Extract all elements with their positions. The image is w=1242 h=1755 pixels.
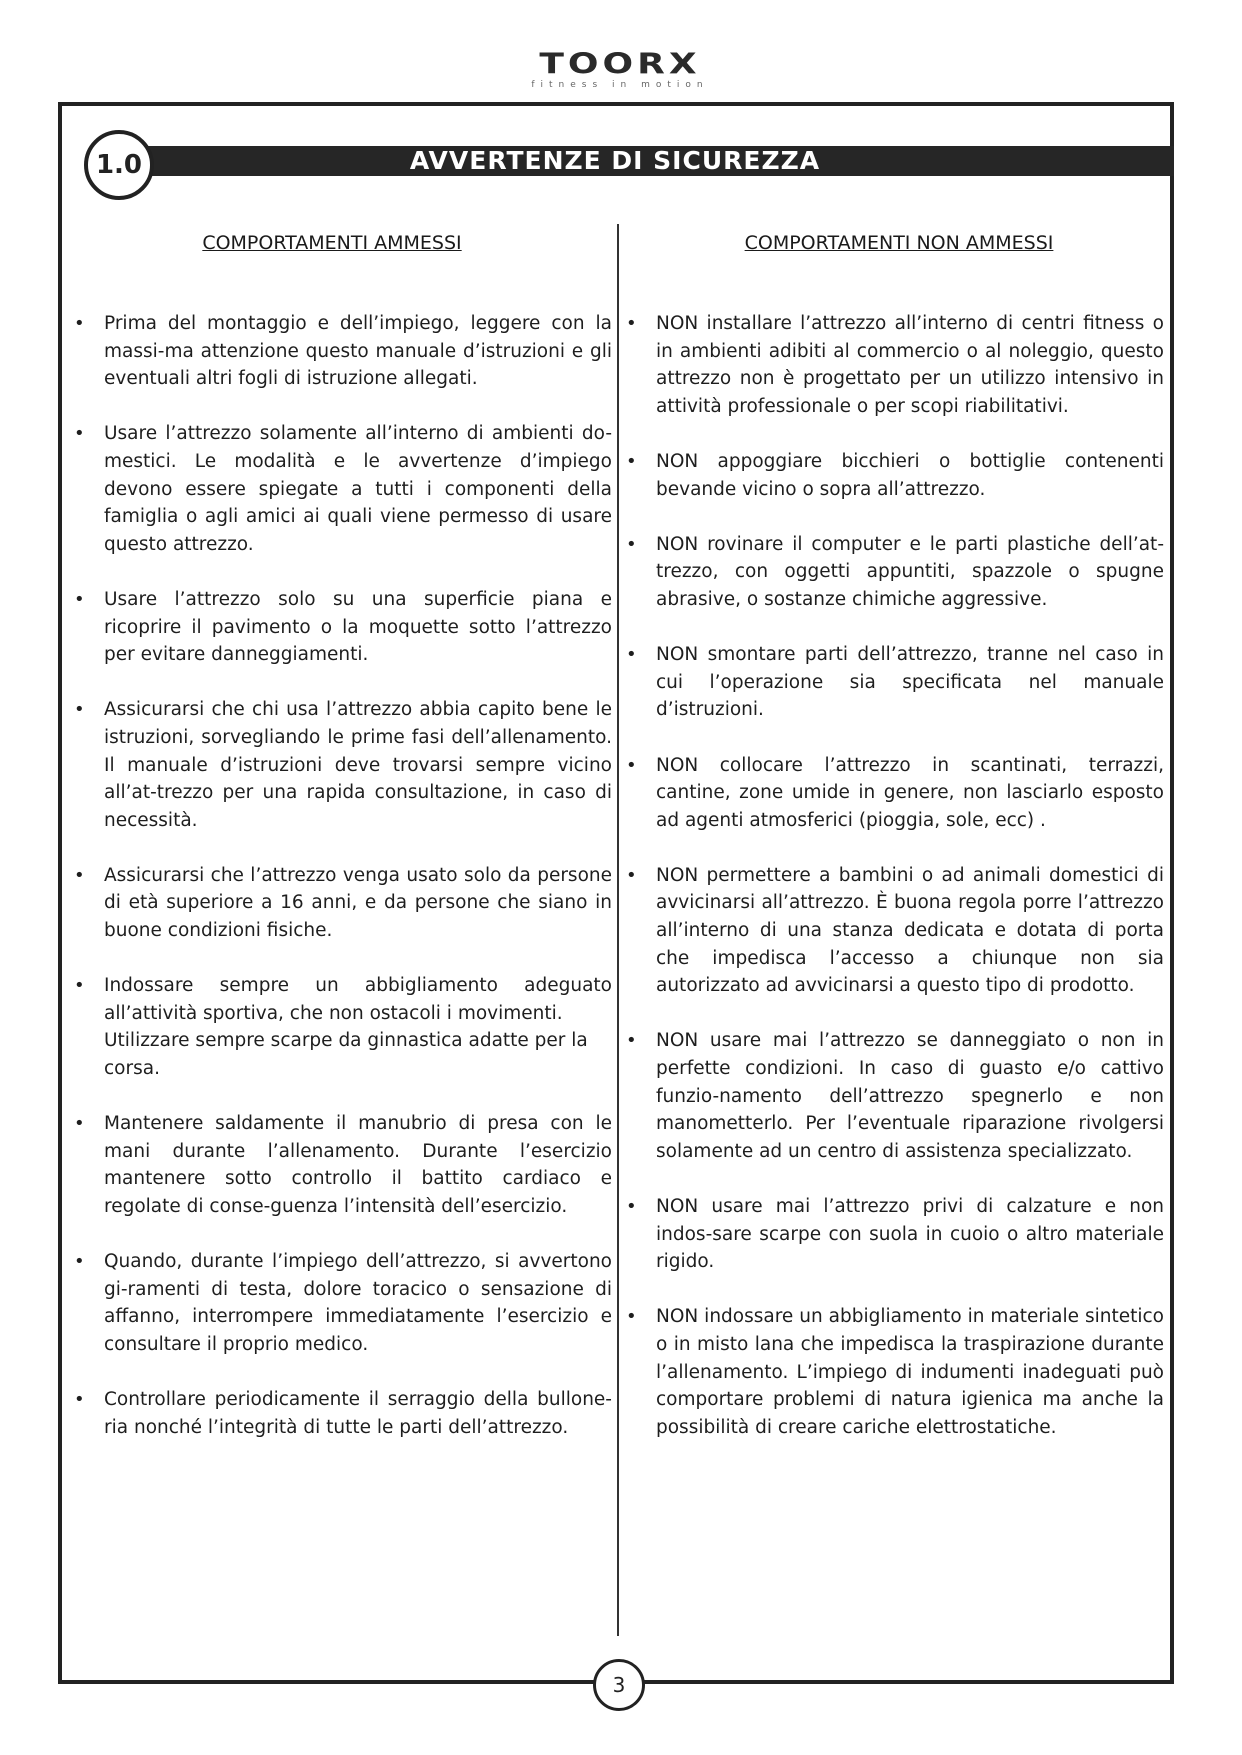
bullet-icon: • bbox=[626, 533, 637, 555]
bullet-icon: • bbox=[626, 313, 637, 334]
list-item: • Usare l’attrezzo solo su una superficie piana e ricoprire il pavimento o la moquette sotto l’attrezzo per evitare danneggiamenti. bbox=[72, 586, 612, 669]
list-item: • Indossare sempre un abbigliamento adeguato all’attività sportiva, che non ostacoli i movimenti. Utilizzare sempre scarpe da ginnastica adatte per la corsa. bbox=[72, 972, 612, 1082]
column-divider bbox=[617, 224, 619, 1636]
bullet-icon: • bbox=[626, 1306, 637, 1328]
list-item: • NON usare mai l’attrezzo privi di calzature e non indos-sare scarpe con suola in cuoio o altro materiale rigido. bbox=[624, 1193, 1164, 1276]
bullet-icon: • bbox=[74, 975, 85, 997]
bullet-icon: • bbox=[626, 644, 637, 666]
forbidden-heading: COMPORTAMENTI NON AMMESSI bbox=[744, 232, 1054, 254]
bullet-icon: • bbox=[626, 1030, 637, 1052]
list-item: • Assicurarsi che chi usa l’attrezzo abbia capito bene le istruzioni, sorvegliando le prime fasi dell’allenamento. Il manuale d’istruzioni deve trovarsi sempre vicino all’at-trezzo per una rapida consultazione, in caso di necessità. bbox=[72, 696, 612, 834]
brand-logo bbox=[520, 50, 720, 90]
bullet-icon: • bbox=[626, 864, 637, 886]
list-item: • NON permettere a bambini o ad animali domestici di avvicinarsi all’attrezzo. È buona regola porre l’attrezzo all’interno di una stanza dedicata e dotata di porta che impedisca l’accesso a chiunque non sia autorizzato ad avvicinarsi a questo tipo di prodotto. bbox=[624, 862, 1164, 1000]
bullet-icon: • bbox=[74, 699, 85, 721]
allowed-heading: COMPORTAMENTI AMMESSI bbox=[202, 232, 462, 254]
list-item: • Usare l’attrezzo solamente all’interno di ambienti do-mestici. Le modalità e le avvertenze d’impiego devono essere spiegate a tutti i componenti della famiglia o agli amici ai quali viene permesso di usare questo attrezzo. bbox=[72, 420, 612, 558]
list-item: • NON indossare un abbigliamento in materiale sintetico o in misto lana che impedisca la traspirazione durante l’allenamento. L’impiego di indumenti inadeguati può comportare problemi di natura igienica ma anche la possibilità di creare cariche elettrostatiche. bbox=[624, 1303, 1164, 1441]
allowed-behaviours-column bbox=[72, 228, 612, 1469]
list-item: • Mantenere saldamente il manubrio di presa con le mani durante l’allenamento. Durante l’esercizio mantenere sotto controllo il battito cardiaco e regolate di conse-guenza l’intensità dell’esercizio. bbox=[72, 1110, 612, 1220]
section-title: AVVERTENZE DI SICUREZZA bbox=[409, 146, 821, 175]
list-item: • NON installare l’attrezzo all’interno di centri fitness o in ambienti adibiti al commercio o al noleggio, questo attrezzo non è progettato per un utilizzo intensivo in attività professionale o per scopi riabilitativi. bbox=[624, 310, 1164, 420]
forbidden-behaviours-column bbox=[624, 228, 1164, 1469]
list-item: • NON collocare l’attrezzo in scantinati, terrazzi, cantine, zone umide in genere, non lasciarlo esposto ad agenti atmosferici (pioggia, sole, ecc) . bbox=[624, 752, 1164, 835]
list-item-second-line: Utilizzare sempre scarpe da ginnastica adatte per la corsa. bbox=[104, 1030, 588, 1080]
list-item: • Assicurarsi che l’attrezzo venga usato solo da persone di età superiore a 16 anni, e da persone che siano in buone condizioni fisiche. bbox=[72, 862, 612, 945]
forbidden-list bbox=[624, 310, 1164, 1441]
bullet-icon: • bbox=[74, 1389, 85, 1411]
list-item: • NON appoggiare bicchieri o bottiglie contenenti bevande vicino o sopra all’attrezzo. bbox=[624, 448, 1164, 503]
page-number: 3 bbox=[593, 1659, 645, 1711]
list-item: • Prima del montaggio e dell’impiego, leggere con la massi-ma attenzione questo manuale d’istruzioni e gli eventuali altri fogli di istruzione allegati. bbox=[72, 310, 612, 393]
list-item: • NON smontare parti dell’attrezzo, tranne nel caso in cui l’operazione sia specificata nel manuale d’istruzioni. bbox=[624, 641, 1164, 724]
list-item: • NON usare mai l’attrezzo se danneggiato o non in perfette condizioni. In caso di guasto e/o cattivo funzio-namento dell’attrezzo spegnerlo e non manometterlo. Per l’eventuale riparazione rivolgersi solamente ad un centro di assistenza specializzato. bbox=[624, 1027, 1164, 1165]
logo-tagline: fitness in motion bbox=[531, 80, 709, 90]
logo-wordmark: TOORX bbox=[539, 48, 701, 81]
bullet-icon: • bbox=[74, 588, 85, 610]
section-title-bar bbox=[116, 146, 1174, 176]
bullet-icon: • bbox=[626, 1196, 637, 1217]
bullet-icon: • bbox=[74, 1251, 85, 1273]
list-item: • Controllare periodicamente il serraggio della bullone-ria nonché l’integrità di tutte le parti dell’attrezzo. bbox=[72, 1386, 612, 1441]
bullet-icon: • bbox=[74, 423, 85, 445]
section-number-badge: 1.0 bbox=[84, 130, 154, 200]
bullet-icon: • bbox=[626, 450, 637, 472]
allowed-list bbox=[72, 310, 612, 1441]
list-item: • Quando, durante l’impiego dell’attrezzo, si avvertono gi-ramenti di testa, dolore toracico o sensazione di affanno, interrompere immediatamente l’esercizio e consultare il proprio medico. bbox=[72, 1248, 612, 1358]
bullet-icon: • bbox=[74, 313, 85, 334]
bullet-icon: • bbox=[626, 754, 637, 776]
bullet-icon: • bbox=[74, 1113, 85, 1135]
bullet-icon: • bbox=[74, 864, 85, 886]
list-item: • NON rovinare il computer e le parti plastiche dell’at-trezzo, con oggetti appuntiti, spazzole o spugne abrasive, o sostanze chimiche aggressive. bbox=[624, 531, 1164, 614]
